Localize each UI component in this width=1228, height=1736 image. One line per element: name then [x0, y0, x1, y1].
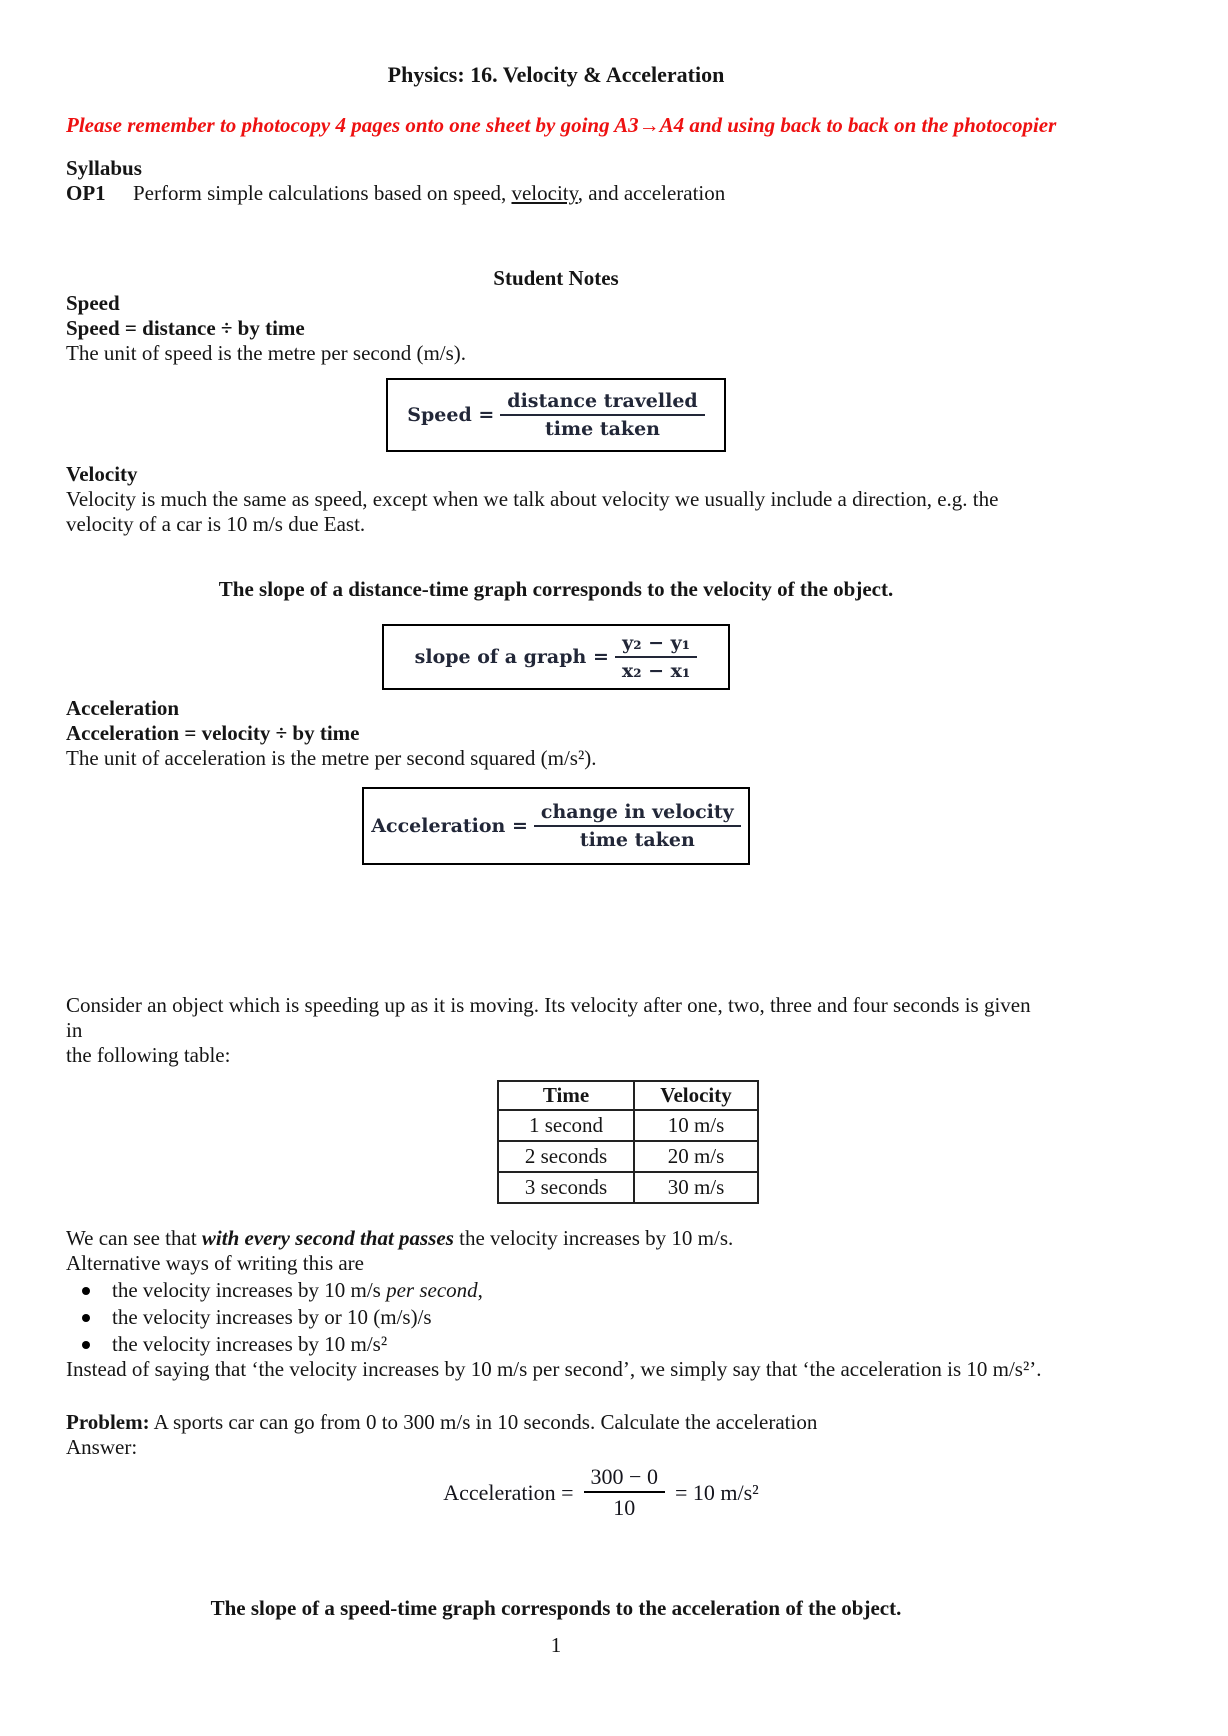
speed-formula-box: [386, 378, 726, 452]
list-item-text: [112, 1332, 387, 1357]
answer-equation-fraction: [584, 1464, 665, 1520]
speed-formula-numerator: distance travelled: [507, 390, 698, 412]
table-cell-velocity: 10 m/s: [634, 1110, 758, 1141]
table-header-row: [498, 1081, 758, 1110]
observation-line: [66, 1226, 1046, 1251]
velocity-paragraph-line1: Velocity is much the same as speed, except when we talk about velocity we usually include a direction, e.g. the: [66, 487, 999, 511]
slope-formula-numerator: y₂ − y₁: [622, 632, 691, 654]
problem-label: Problem:: [66, 1410, 150, 1434]
list-item: [66, 1278, 1046, 1303]
student-notes-heading: Student Notes: [493, 266, 619, 290]
page-title: Physics: 16. Velocity & Acceleration: [387, 62, 725, 87]
table-cell-velocity: 20 m/s: [634, 1141, 758, 1172]
speed-formula-lhs: Speed =: [407, 404, 495, 426]
speed-definition: Speed = distance ÷ by time: [66, 316, 305, 340]
acceleration-definition: Acceleration = velocity ÷ by time: [66, 721, 360, 745]
observation-pre: We can see that: [66, 1226, 202, 1250]
slope-formula-box: [382, 624, 730, 690]
table-header-velocity: Velocity: [634, 1081, 758, 1110]
syllabus-text-before: Perform simple calculations based on speed,: [133, 181, 512, 205]
acceleration-formula-lhs: Acceleration =: [371, 815, 528, 837]
acceleration-formula-box: [362, 787, 750, 865]
slope-formula-lhs: slope of a graph =: [414, 646, 609, 668]
syllabus-underlined-word: velocity: [511, 181, 578, 205]
acceleration-heading: Acceleration: [66, 696, 180, 720]
acceleration-unit-line: The unit of acceleration is the metre per second squared (m/s²).: [66, 746, 597, 770]
speed-formula-denominator: time taken: [500, 414, 704, 440]
photocopy-notice: Please remember to photocopy 4 pages onto one sheet by going A3→A4 and using back to back on the photocopier: [66, 113, 1057, 137]
syllabus-heading: Syllabus: [66, 156, 142, 180]
bullet-text-italic: per second: [386, 1278, 478, 1302]
answer-equation-denominator: 10: [584, 1491, 665, 1520]
velocity-table: [497, 1080, 759, 1204]
table-cell-velocity: 30 m/s: [634, 1172, 758, 1203]
velocity-paragraph: [66, 487, 1046, 537]
syllabus-code: OP1: [66, 181, 106, 205]
answer-equation: [156, 1464, 1046, 1520]
table-cell-time: 2 seconds: [498, 1141, 634, 1172]
bullet-text-pre: the velocity increases by 10 m/s: [112, 1278, 387, 1302]
answer-equation-numerator: 300 − 0: [590, 1464, 658, 1489]
bullet-text-pre: the velocity increases by or 10 (m/s)/s: [112, 1305, 432, 1329]
document-content: [66, 0, 1057, 1658]
syllabus-text-after: , and acceleration: [577, 181, 726, 205]
answer-equation-result: = 10 m/s²: [674, 1479, 759, 1505]
list-item: [66, 1332, 1046, 1357]
page-number: 1: [550, 1633, 562, 1657]
example-intro-line2: the following table:: [66, 1043, 231, 1067]
observation-emphasis: with every second that passes: [201, 1226, 454, 1250]
table-header-time: Time: [498, 1081, 634, 1110]
table-row: [498, 1172, 758, 1203]
bullet-text-pre: the velocity increases by 10 m/s²: [112, 1332, 388, 1356]
alternative-ways-line: Alternative ways of writing this are: [66, 1251, 364, 1275]
answer-label: Answer:: [66, 1435, 138, 1459]
problem-line: [66, 1410, 1046, 1435]
list-item-text: [112, 1278, 483, 1303]
syllabus-item: [66, 181, 1046, 206]
speed-time-slope-statement: The slope of a speed-time graph corresponds to the acceleration of the object.: [210, 1596, 902, 1620]
speed-formula-fraction: [500, 390, 704, 440]
acceleration-formula-denominator: time taken: [534, 825, 741, 851]
acceleration-formula-numerator: change in velocity: [540, 801, 734, 823]
answer-equation-lhs: Acceleration =: [443, 1479, 574, 1505]
list-item-text: [112, 1305, 432, 1330]
speed-heading: Speed: [66, 291, 120, 315]
table-cell-time: 3 seconds: [498, 1172, 634, 1203]
list-item: [66, 1305, 1046, 1330]
table-row: [498, 1110, 758, 1141]
bullet-icon: [82, 1314, 90, 1322]
conclusion-line: Instead of saying that ‘the velocity increases by 10 m/s per second’, we simply say that ‘the acceleration is 10 m/s²’.: [66, 1357, 1042, 1381]
distance-time-slope-statement: The slope of a distance-time graph corresponds to the velocity of the object.: [218, 577, 894, 601]
problem-text: A sports car can go from 0 to 300 m/s in 10 seconds. Calculate the acceleration: [149, 1410, 818, 1434]
speed-unit-line: The unit of speed is the metre per second (m/s).: [66, 341, 467, 365]
table-row: [498, 1141, 758, 1172]
bullet-icon: [82, 1287, 90, 1295]
bullet-text-post: ,: [477, 1278, 483, 1302]
example-intro-line1: Consider an object which is speeding up as it is moving. Its velocity after one, two, three and four seconds is given in: [66, 993, 1031, 1042]
acceleration-formula-fraction: [534, 801, 741, 851]
example-intro-paragraph: [66, 993, 1046, 1068]
velocity-paragraph-line2: velocity of a car is 10 m/s due East.: [66, 512, 366, 536]
slope-formula-fraction: [615, 632, 697, 682]
bullet-icon: [82, 1341, 90, 1349]
observation-post: the velocity increases by 10 m/s.: [453, 1226, 734, 1250]
velocity-heading: Velocity: [66, 462, 138, 486]
table-cell-time: 1 second: [498, 1110, 634, 1141]
slope-formula-denominator: x₂ − x₁: [615, 656, 697, 682]
